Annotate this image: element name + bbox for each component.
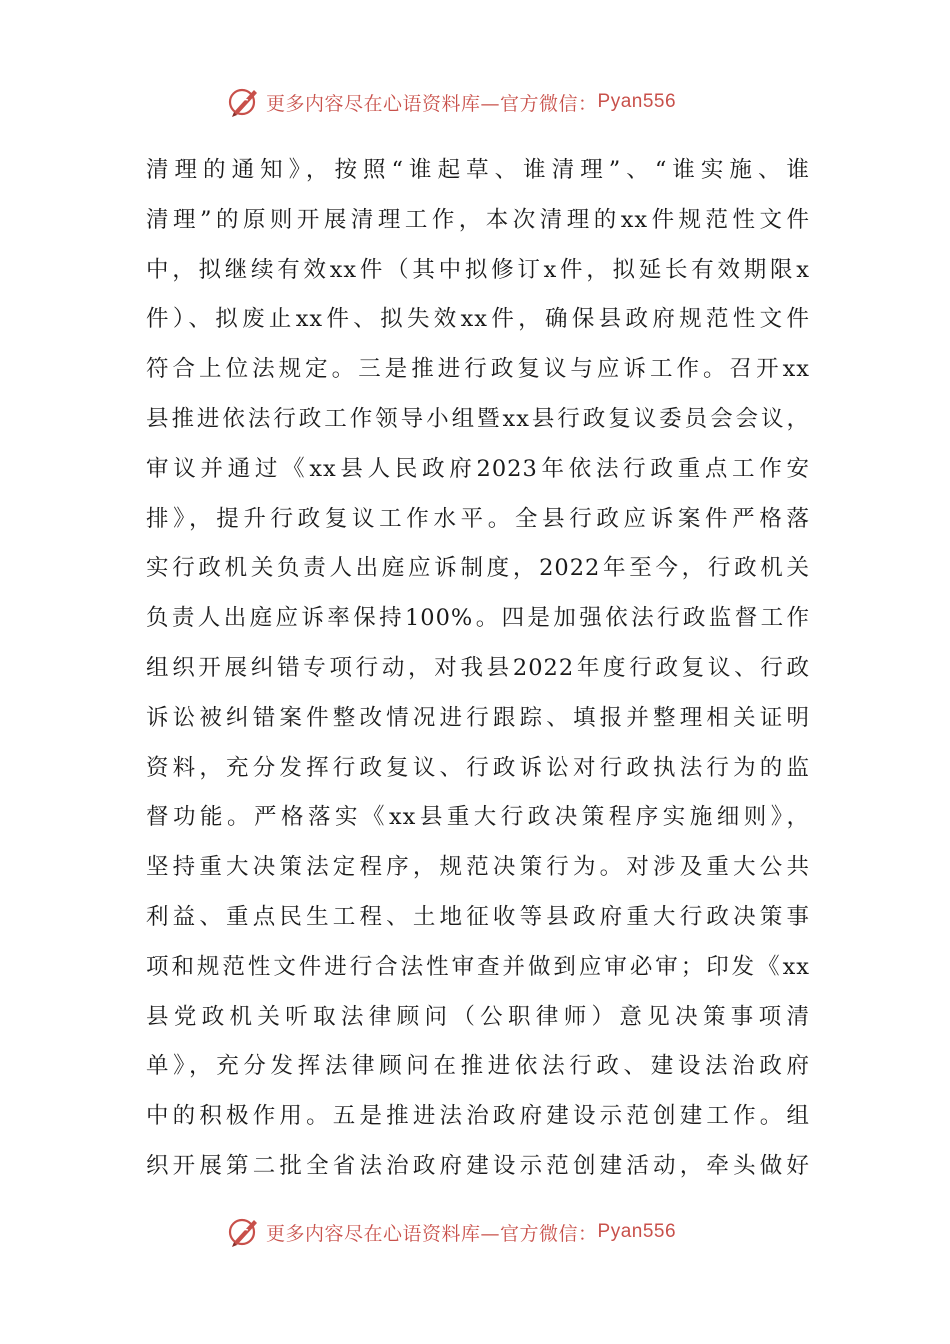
banner-slogan: 更多内容尽在心语资料库—官方微信：	[266, 92, 598, 115]
text-line: 资料，充分发挥行政复议、行政诉讼对行政执法行为的监	[146, 754, 810, 781]
text-line: 排》，提升行政复议工作水平。全县行政应诉案件严格落	[146, 505, 810, 532]
text-line: 清理的通知》，按照“谁起草、谁清理”、“谁实施、谁	[146, 157, 810, 183]
text-line: 中的积极作用。五是推进法治政府建设示范创建工作。组	[146, 1103, 810, 1130]
banner-wechat-id: Pyan556	[597, 91, 677, 112]
banner-slogan: 更多内容尽在心语资料库—官方微信：	[266, 1222, 598, 1245]
text-line: 实行政机关负责人出庭应诉制度，2022年至今，行政机关	[146, 555, 810, 582]
text-line: 项和规范性文件进行合法性审查并做到应审必审；印发《xx	[146, 953, 810, 980]
pen-logo-icon	[226, 84, 262, 120]
text-line: 件）、拟废止xx件、拟失效xx件，确保县政府规范性文件	[146, 306, 810, 333]
banner-wechat-id: Pyan556	[597, 1221, 677, 1242]
pen-logo-icon	[226, 1214, 262, 1250]
document-body	[146, 146, 810, 1192]
text-line: 符合上位法规定。三是推进行政复议与应诉工作。召开xx	[146, 356, 810, 383]
text-line: 督功能。严格落实《xx县重大行政决策程序实施细则》，	[146, 804, 810, 831]
text-line: 织开展第二批全省法治政府建设示范创建活动，牵头做好	[146, 1152, 810, 1179]
text-line: 县党政机关听取法律顾问（公职律师）意见决策事项清	[146, 1003, 810, 1030]
footer-banner	[226, 1212, 746, 1252]
text-line: 中，拟继续有效xx件（其中拟修订x件，拟延长有效期限x	[146, 256, 810, 283]
text-line: 审议并通过《xx县人民政府2023年依法行政重点工作安	[146, 455, 810, 482]
text-line: 清理”的原则开展清理工作，本次清理的xx件规范性文件	[146, 206, 810, 233]
header-banner	[226, 82, 746, 122]
text-line: 县推进依法行政工作领导小组暨xx县行政复议委员会会议，	[146, 405, 810, 432]
text-line: 坚持重大决策法定程序，规范决策行为。对涉及重大公共	[146, 854, 810, 881]
text-line: 利益、重点民生工程、土地征收等县政府重大行政决策事	[146, 903, 810, 930]
text-line: 组织开展纠错专项行动，对我县2022年度行政复议、行政	[146, 654, 810, 681]
text-line: 诉讼被纠错案件整改情况进行跟踪、填报并整理相关证明	[146, 704, 810, 731]
text-line: 单》，充分发挥法律顾问在推进依法行政、建设法治政府	[146, 1053, 810, 1080]
text-line: 负责人出庭应诉率保持100%。四是加强依法行政监督工作	[146, 605, 810, 632]
